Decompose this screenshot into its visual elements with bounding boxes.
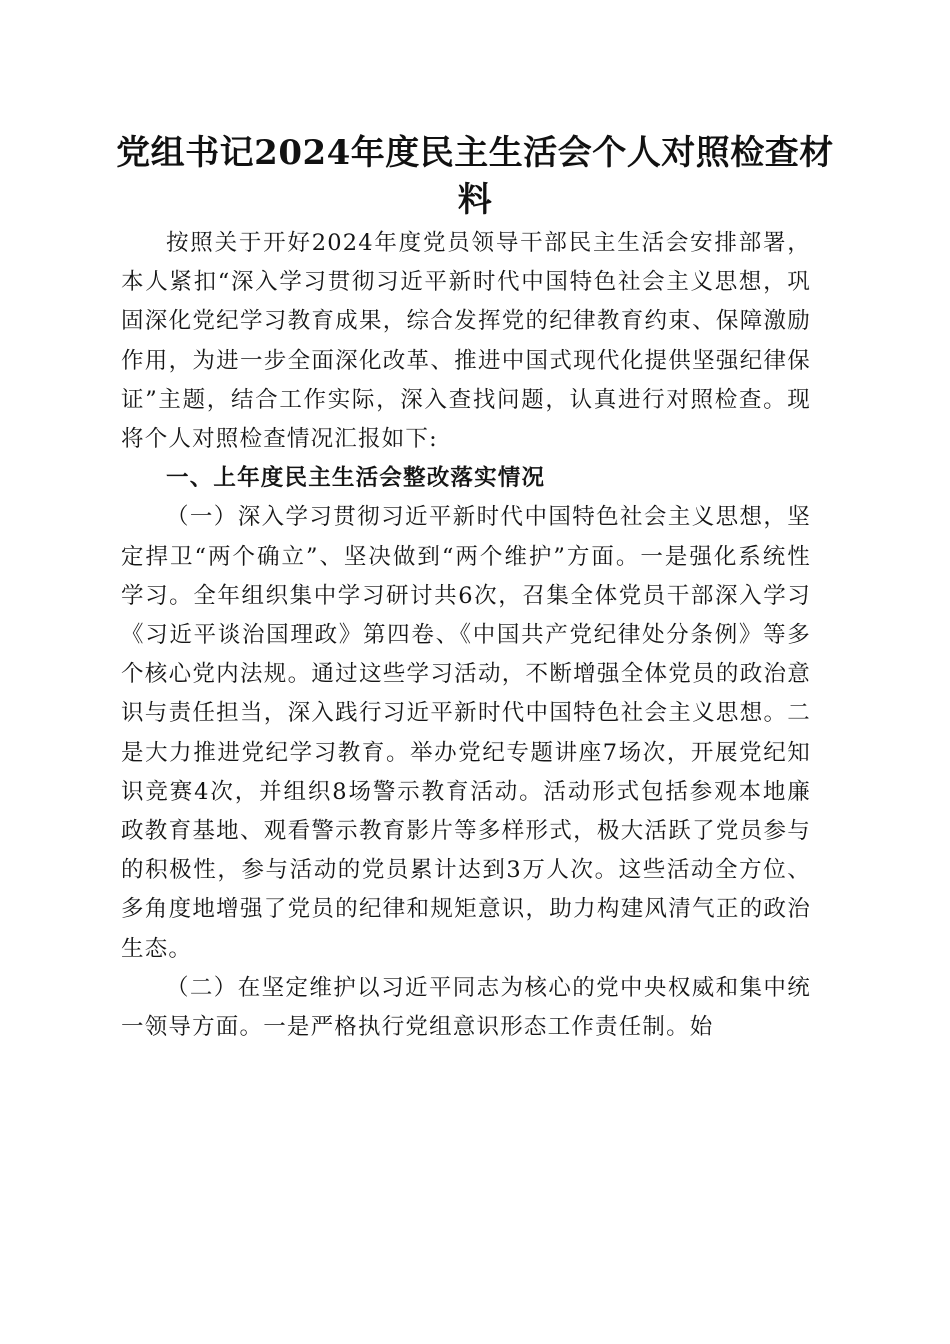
document-body bbox=[121, 224, 811, 1047]
intro-paragraph: 按照关于开好2024年度党员领导干部民主生活会安排部署，本人紧扣“深入学习贯彻习近平新时代中国特色社会主义思想，巩固深化党纪学习教育成果，综合发挥党的纪律教育约束、保障激励作用，为进一步全面深化改革、推进中国式现代化提供坚强纪律保证”主题，结合工作实际，深入查找问题，认真进行对照检查。现将个人对照检查情况汇报如下: bbox=[121, 230, 811, 453]
document-title: 党组书记2024年度民主生活会个人对照检查材料 bbox=[116, 133, 834, 220]
section-heading-1: 一、上年度民主生活会整改落实情况 bbox=[166, 465, 546, 492]
subsection-paragraph-2: （二）在坚定维护以习近平同志为核心的党中央权威和集中统一领导方面。一是严格执行党组意识形态工作责任制。始 bbox=[121, 974, 811, 1041]
subsection-paragraph-1: （一）深入学习贯彻习近平新时代中国特色社会主义思想，坚定捍卫“两个确立”、坚决做到“两个维护”方面。一是强化系统性学习。全年组织集中学习研讨共6次，召集全体党员干部深入学习《习近平谈治国理政》第四卷、《中国共产党纪律处分条例》等多个核心党内法规。通过这些学习活动，不断增强全体党员的政治意识与责任担当，深入践行习近平新时代中国特色社会主义思想。二是大力推进党纪学习教育。举办党纪专题讲座7场次，开展党纪知识竞赛4次，并组织8场警示教育活动。活动形式包括参观本地廉政教育基地、观看警示教育影片等多样形式，极大活跃了党员参与的积极性，参与活动的党员累计达到3万人次。这些活动全方位、多角度地增强了党员的纪律和规矩意识，助力构建风清气正的政治生态。 bbox=[121, 504, 811, 962]
